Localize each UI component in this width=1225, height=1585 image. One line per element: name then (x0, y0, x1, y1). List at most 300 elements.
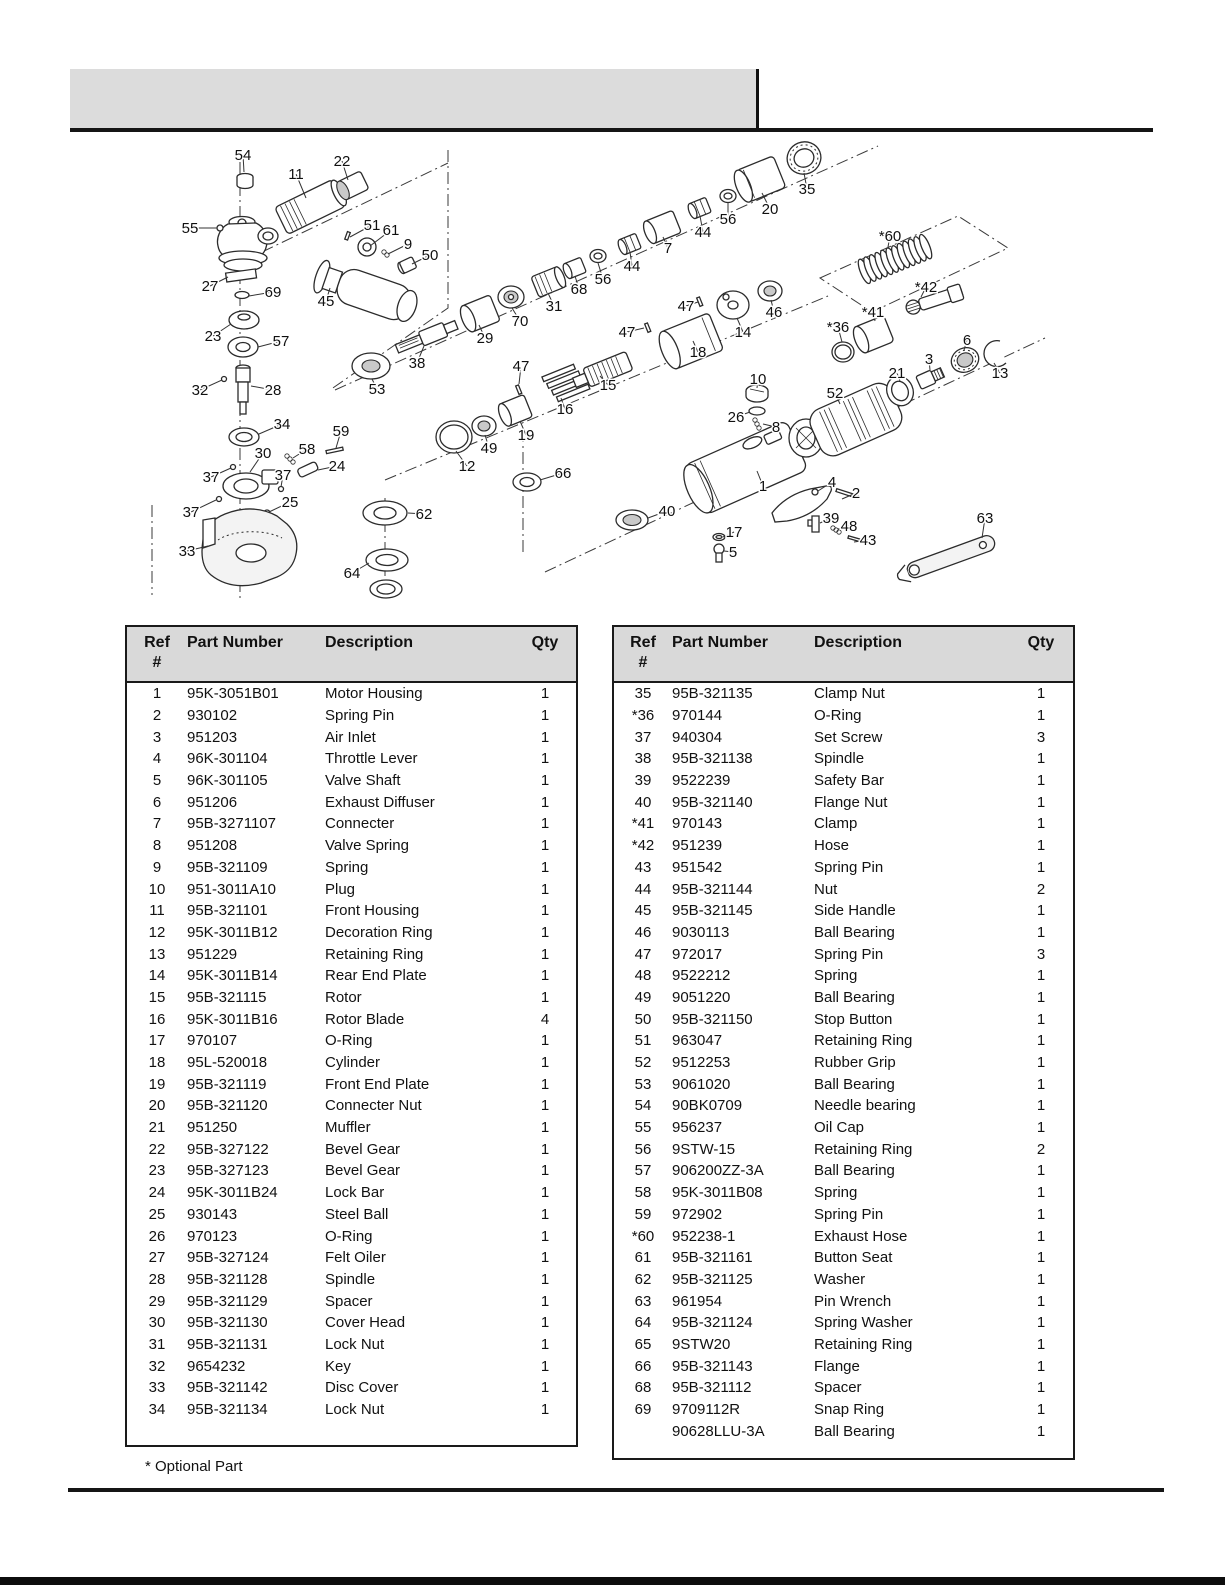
qty-cell: 1 (1036, 1032, 1046, 1050)
qty-cell: 1 (1036, 837, 1046, 855)
qty-cell: 1 (1036, 1249, 1046, 1267)
part-number-cell: 952238-1 (672, 1227, 736, 1245)
part-number-cell: 95B-321115 (187, 988, 267, 1006)
ref-cell: 15 (148, 988, 166, 1006)
table-row (614, 1290, 1073, 1312)
qty-cell: 1 (1036, 772, 1046, 790)
table-row (614, 965, 1073, 987)
part-number-cell: 9654232 (187, 1357, 246, 1375)
ref-cell: 39 (634, 772, 652, 790)
table-header (614, 627, 1073, 683)
qty-cell: 1 (1036, 1422, 1046, 1440)
part-callout: 26 (727, 409, 745, 426)
table-header (127, 627, 576, 683)
qty-cell: 2 (1036, 880, 1046, 898)
qty-cell: 1 (1036, 1227, 1046, 1245)
part-number-cell: 906200ZZ-3A (672, 1162, 764, 1180)
ref-cell: 9 (152, 858, 162, 876)
description-cell: Retaining Ring (814, 1140, 913, 1158)
part-number-cell: 95B-321129 (187, 1292, 268, 1310)
description-cell: Rotor (325, 988, 362, 1006)
part-number-cell: 970144 (672, 707, 723, 725)
ref-cell: 43 (634, 858, 652, 876)
part-callout: 52 (826, 385, 844, 402)
qty-header: Qty (531, 634, 559, 651)
ref-cell: 69 (634, 1401, 652, 1419)
qty-cell: 1 (540, 858, 550, 876)
table-row (614, 987, 1073, 1009)
description-cell: Air Inlet (325, 728, 376, 746)
part-callout: 66 (554, 465, 572, 482)
parts-table-left (125, 625, 578, 1447)
description-cell: Spindle (814, 750, 865, 768)
ref-cell: 2 (152, 707, 162, 725)
part-callout: 57 (272, 333, 290, 350)
description-cell: Valve Spring (325, 837, 409, 855)
part-number-cell: 963047 (672, 1032, 723, 1050)
description-header: Description (814, 634, 903, 651)
part-number-cell: 95B-327124 (187, 1249, 269, 1267)
part-callout: 25 (281, 494, 299, 511)
part-callout: 54 (234, 147, 252, 164)
bottom-page-bar (0, 1577, 1225, 1585)
part-callout: 6 (962, 332, 972, 349)
part-callout: 70 (511, 313, 529, 330)
part-callout: 4 (827, 474, 837, 491)
table-row (127, 1334, 576, 1356)
table-row (127, 683, 576, 705)
ref-cell: 25 (148, 1205, 166, 1223)
description-cell: Steel Ball (325, 1205, 389, 1223)
description-cell: Connecter (325, 815, 395, 833)
description-cell: Hose (814, 837, 850, 855)
part-number-cell: 95B-321109 (187, 858, 268, 876)
part-callout: 1 (758, 478, 768, 495)
ref-cell: 58 (634, 1184, 652, 1202)
part-callout: 43 (859, 532, 877, 549)
table-row (127, 1008, 576, 1030)
washer-stack (363, 501, 408, 598)
part-callout: 69 (264, 284, 282, 301)
part-number-cell: 951-3011A10 (187, 880, 276, 898)
part-callout: 11 (288, 166, 304, 183)
part-callout: 32 (191, 382, 209, 399)
ref-cell: 66 (634, 1357, 652, 1375)
part-number-cell: 95B-321138 (672, 750, 753, 768)
qty-cell: 3 (1036, 728, 1046, 746)
description-cell: Retaining Ring (814, 1032, 913, 1050)
qty-cell: 2 (1036, 1140, 1046, 1158)
description-cell: Needle bearing (814, 1097, 916, 1115)
ref-cell: 46 (634, 923, 652, 941)
optional-part-note: * Optional Part (145, 1458, 243, 1475)
table-row (127, 965, 576, 987)
description-cell: Disc Cover (325, 1379, 399, 1397)
ref-cell: 57 (634, 1162, 652, 1180)
part-number-cell: 95B-321124 (672, 1314, 753, 1332)
qty-cell: 1 (1036, 967, 1046, 985)
qty-cell: 1 (540, 815, 550, 833)
ref-cell: 59 (634, 1205, 652, 1223)
ref-cell: *36 (631, 707, 655, 725)
part-callout: 47 (677, 298, 695, 315)
part-callout: 24 (328, 458, 346, 475)
header-gray-box (70, 69, 759, 128)
table-row (614, 770, 1073, 792)
ref-cell: *60 (631, 1227, 655, 1245)
description-cell: Ball Bearing (814, 1162, 895, 1180)
part-callout: 49 (480, 440, 498, 457)
table-row (127, 1355, 576, 1377)
qty-cell: 1 (540, 1097, 550, 1115)
part-number-cell: 95B-327122 (187, 1140, 269, 1158)
qty-cell: 1 (540, 1314, 550, 1332)
qty-cell: 1 (540, 793, 550, 811)
table-row (614, 1138, 1073, 1160)
table-row (614, 1225, 1073, 1247)
ref-cell: 1 (152, 685, 162, 703)
ref-cell: 62 (634, 1270, 652, 1288)
description-cell: Button Seat (814, 1249, 893, 1267)
part-callout: 5 (728, 544, 738, 561)
ref-cell: 3 (152, 728, 162, 746)
qty-cell: 1 (1036, 685, 1046, 703)
qty-cell: 1 (1036, 1162, 1046, 1180)
part-callout: *41 (861, 304, 885, 321)
part-number-cell: 970143 (672, 815, 723, 833)
qty-cell: 1 (1036, 1357, 1046, 1375)
qty-cell: 1 (540, 1335, 550, 1353)
ref-cell: 49 (634, 988, 652, 1006)
table-body-right (614, 683, 1073, 1442)
qty-cell: 1 (540, 1292, 550, 1310)
qty-cell: 1 (1036, 1401, 1046, 1419)
ref-cell: 24 (148, 1184, 166, 1202)
table-row (127, 1182, 576, 1204)
table-row (127, 1247, 576, 1269)
part-callout: 37 (182, 504, 200, 521)
part-callout: *42 (914, 279, 938, 296)
part-callout: 63 (976, 510, 994, 527)
description-cell: Rear End Plate (325, 967, 427, 985)
part-callout: 31 (545, 298, 563, 315)
ref-cell: 65 (634, 1335, 652, 1353)
qty-cell: 1 (540, 1357, 550, 1375)
part-number-header: Part Number (672, 634, 769, 651)
part-callout: 16 (556, 401, 574, 418)
description-cell: Bevel Gear (325, 1140, 401, 1158)
table-row (614, 857, 1073, 879)
part-number-cell: 95K-3011B08 (672, 1184, 763, 1202)
qty-cell: 1 (540, 988, 550, 1006)
ref-cell: *42 (631, 837, 655, 855)
part-number-cell: 9051220 (672, 988, 731, 1006)
part-number-cell: 9522212 (672, 967, 731, 985)
table-row (614, 1117, 1073, 1139)
ref-header: Ref # (144, 634, 170, 671)
ref-cell: 34 (148, 1401, 166, 1419)
part-callout: 50 (421, 247, 439, 264)
qty-cell: 1 (1036, 1010, 1046, 1028)
table-row (127, 770, 576, 792)
part-number-cell: 9STW20 (672, 1335, 731, 1353)
table-row (614, 1377, 1073, 1399)
description-cell: Flange (814, 1357, 860, 1375)
table-row (614, 1095, 1073, 1117)
ref-cell: 54 (634, 1097, 652, 1115)
qty-cell: 1 (540, 1140, 550, 1158)
part-number-cell: 9709112R (672, 1401, 741, 1419)
ref-cell: 18 (148, 1054, 166, 1072)
table-row (614, 922, 1073, 944)
table-row (127, 922, 576, 944)
table-row (127, 1160, 576, 1182)
description-cell: Spacer (814, 1379, 862, 1397)
ref-cell: 26 (148, 1227, 166, 1245)
table-row (614, 1008, 1073, 1030)
table-row (614, 1399, 1073, 1421)
part-number-cell: 95B-321130 (187, 1314, 268, 1332)
ref-cell: 20 (148, 1097, 166, 1115)
part-number-cell: 95K-3011B24 (187, 1184, 278, 1202)
qty-cell: 1 (540, 1032, 550, 1050)
qty-cell: 1 (540, 1205, 550, 1223)
table-row (614, 1312, 1073, 1334)
part-number-cell: 90628LLU-3A (672, 1422, 765, 1440)
part-callout: 44 (623, 258, 641, 275)
part-number-cell: 95K-3011B12 (187, 923, 278, 941)
part-callout: 17 (725, 524, 743, 541)
table-row (614, 1420, 1073, 1442)
header-rule (70, 128, 1153, 132)
table-row (614, 1204, 1073, 1226)
description-cell: O-Ring (325, 1227, 373, 1245)
part-callout: 53 (368, 381, 386, 398)
part-callout: 19 (517, 427, 535, 444)
table-row (127, 1117, 576, 1139)
qty-cell: 1 (1036, 1205, 1046, 1223)
ref-cell: 45 (634, 902, 652, 920)
table-row (127, 726, 576, 748)
part-number-cell: 951229 (187, 945, 238, 963)
qty-cell: 1 (1036, 858, 1046, 876)
part-number-cell: 972017 (672, 945, 723, 963)
ref-cell: 33 (148, 1379, 166, 1397)
qty-cell: 1 (1036, 1097, 1046, 1115)
part-callout: 39 (822, 510, 840, 527)
part-callout: 35 (798, 181, 816, 198)
part-number-cell: 95L-520018 (187, 1054, 268, 1072)
part-number-cell: 951239 (672, 837, 723, 855)
ref-cell: 31 (148, 1335, 166, 1353)
part-number-cell: 95B-321101 (187, 902, 268, 920)
part-number-cell: 930102 (187, 707, 238, 725)
description-cell: Spring Pin (814, 858, 884, 876)
part-callout: 27 (201, 278, 219, 295)
qty-cell: 1 (540, 685, 550, 703)
description-cell: Set Screw (814, 728, 883, 746)
ref-cell: 8 (152, 837, 162, 855)
ref-cell: 47 (634, 945, 652, 963)
table-row (127, 705, 576, 727)
qty-cell: 1 (1036, 815, 1046, 833)
ref-cell: 4 (152, 750, 162, 768)
part-number-cell: 95B-321142 (187, 1379, 268, 1397)
part-number-cell: 961954 (672, 1292, 723, 1310)
table-row (127, 1290, 576, 1312)
description-cell: Spring (814, 1184, 858, 1202)
qty-cell: 1 (540, 1054, 550, 1072)
qty-cell: 1 (1036, 1075, 1046, 1093)
part-callout: 2 (851, 485, 861, 502)
part-callout: *36 (826, 319, 850, 336)
part-callout: 13 (991, 365, 1009, 382)
ref-cell: 27 (148, 1249, 166, 1267)
description-cell: Rotor Blade (325, 1010, 405, 1028)
table-row (127, 1377, 576, 1399)
description-cell: Spring Pin (814, 945, 884, 963)
table-row (614, 943, 1073, 965)
part-number-cell: 95B-321119 (187, 1075, 267, 1093)
part-callout: 22 (333, 153, 351, 170)
part-callout: 61 (382, 222, 400, 239)
ref-cell: 68 (634, 1379, 652, 1397)
part-number-cell: 95B-327123 (187, 1162, 269, 1180)
ref-cell: 19 (148, 1075, 166, 1093)
description-cell: Cylinder (325, 1054, 381, 1072)
qty-cell: 1 (540, 1401, 550, 1419)
table-row (614, 726, 1073, 748)
part-number-cell: 951206 (187, 793, 238, 811)
table-row (127, 1073, 576, 1095)
part-number-cell: 95B-321135 (672, 685, 753, 703)
ref-cell: 21 (148, 1119, 166, 1137)
table-row (127, 1138, 576, 1160)
part-callout: 62 (415, 506, 433, 523)
description-cell: Stop Button (814, 1010, 893, 1028)
table-row (614, 1030, 1073, 1052)
qty-cell: 1 (1036, 1379, 1046, 1397)
table-row (614, 1052, 1073, 1074)
qty-cell: 1 (1036, 793, 1046, 811)
description-cell: Nut (814, 880, 838, 898)
description-cell: Ball Bearing (814, 923, 895, 941)
part-callout: 9 (403, 236, 413, 253)
description-cell: Spring (814, 967, 858, 985)
table-row (614, 1182, 1073, 1204)
part-callout: 59 (332, 423, 350, 440)
part-callout: 58 (298, 441, 316, 458)
ref-cell: 5 (152, 772, 162, 790)
description-cell: Spring Washer (814, 1314, 913, 1332)
table-row (614, 1073, 1073, 1095)
part-number-cell: 930143 (187, 1205, 238, 1223)
description-cell: Connecter Nut (325, 1097, 422, 1115)
part-number-cell: 9030113 (672, 923, 730, 941)
footer-rule (68, 1488, 1164, 1492)
ref-cell: 53 (634, 1075, 652, 1093)
description-cell: Washer (814, 1270, 866, 1288)
qty-cell: 1 (540, 1119, 550, 1137)
part-number-cell: 940304 (672, 728, 723, 746)
ref-cell: 13 (148, 945, 166, 963)
qty-cell: 1 (1036, 750, 1046, 768)
part-callout: 10 (749, 371, 767, 388)
table-row (127, 1030, 576, 1052)
table-row (614, 900, 1073, 922)
description-cell: Retaining Ring (325, 945, 424, 963)
part-number-cell: 9522239 (672, 772, 731, 790)
description-cell: O-Ring (814, 707, 862, 725)
qty-cell: 4 (540, 1010, 550, 1028)
ref-cell: 56 (634, 1140, 652, 1158)
description-cell: Throttle Lever (325, 750, 418, 768)
table-row (127, 987, 576, 1009)
qty-cell: 1 (540, 902, 550, 920)
table-row (614, 835, 1073, 857)
part-number-header: Part Number (187, 634, 284, 651)
table-row (614, 1334, 1073, 1356)
angle-head-assembly (202, 171, 369, 586)
part-callout: 44 (694, 224, 712, 241)
part-number-cell: 9512253 (672, 1054, 731, 1072)
ref-cell: 23 (148, 1162, 166, 1180)
description-cell: Lock Nut (325, 1335, 385, 1353)
description-cell: Rubber Grip (814, 1054, 896, 1072)
ref-cell: 12 (148, 923, 166, 941)
qty-cell: 1 (1036, 1270, 1046, 1288)
qty-cell: 1 (540, 1249, 550, 1267)
table-body-left (127, 683, 576, 1420)
description-cell: Front End Plate (325, 1075, 430, 1093)
qty-cell: 1 (1036, 923, 1046, 941)
part-callout: 37 (274, 467, 292, 484)
description-cell: Spring Pin (814, 1205, 884, 1223)
ref-cell: 50 (634, 1010, 652, 1028)
qty-cell: 1 (540, 1162, 550, 1180)
part-callout: 56 (719, 211, 737, 228)
parts-table-right (612, 625, 1075, 1460)
ref-cell: 22 (148, 1140, 166, 1158)
ref-cell: 29 (148, 1292, 166, 1310)
qty-cell: 1 (540, 1379, 550, 1397)
part-number-cell: 951542 (672, 858, 723, 876)
qty-cell: 1 (540, 945, 550, 963)
part-number-cell: 95B-321140 (672, 793, 753, 811)
description-cell: Plug (325, 880, 356, 898)
part-number-cell: 95B-321125 (672, 1270, 753, 1288)
table-row (127, 813, 576, 835)
part-callout: 34 (273, 416, 291, 433)
qty-header: Qty (1027, 634, 1055, 651)
table-row (127, 835, 576, 857)
description-cell: Flange Nut (814, 793, 888, 811)
part-number-cell: 96K-301104 (187, 750, 268, 768)
part-number-cell: 95B-321128 (187, 1270, 268, 1288)
ref-cell: 32 (148, 1357, 166, 1375)
part-callout: 68 (570, 281, 588, 298)
part-number-cell: 9STW-15 (672, 1140, 736, 1158)
part-callout: 20 (761, 201, 779, 218)
table-row (127, 1399, 576, 1421)
qty-cell: 1 (1036, 988, 1046, 1006)
part-callout: 48 (840, 518, 858, 535)
part-number-cell: 90BK0709 (672, 1097, 743, 1115)
part-callout: 18 (689, 344, 707, 361)
part-number-cell: 970107 (187, 1032, 238, 1050)
description-header: Description (325, 634, 414, 651)
table-row (614, 791, 1073, 813)
